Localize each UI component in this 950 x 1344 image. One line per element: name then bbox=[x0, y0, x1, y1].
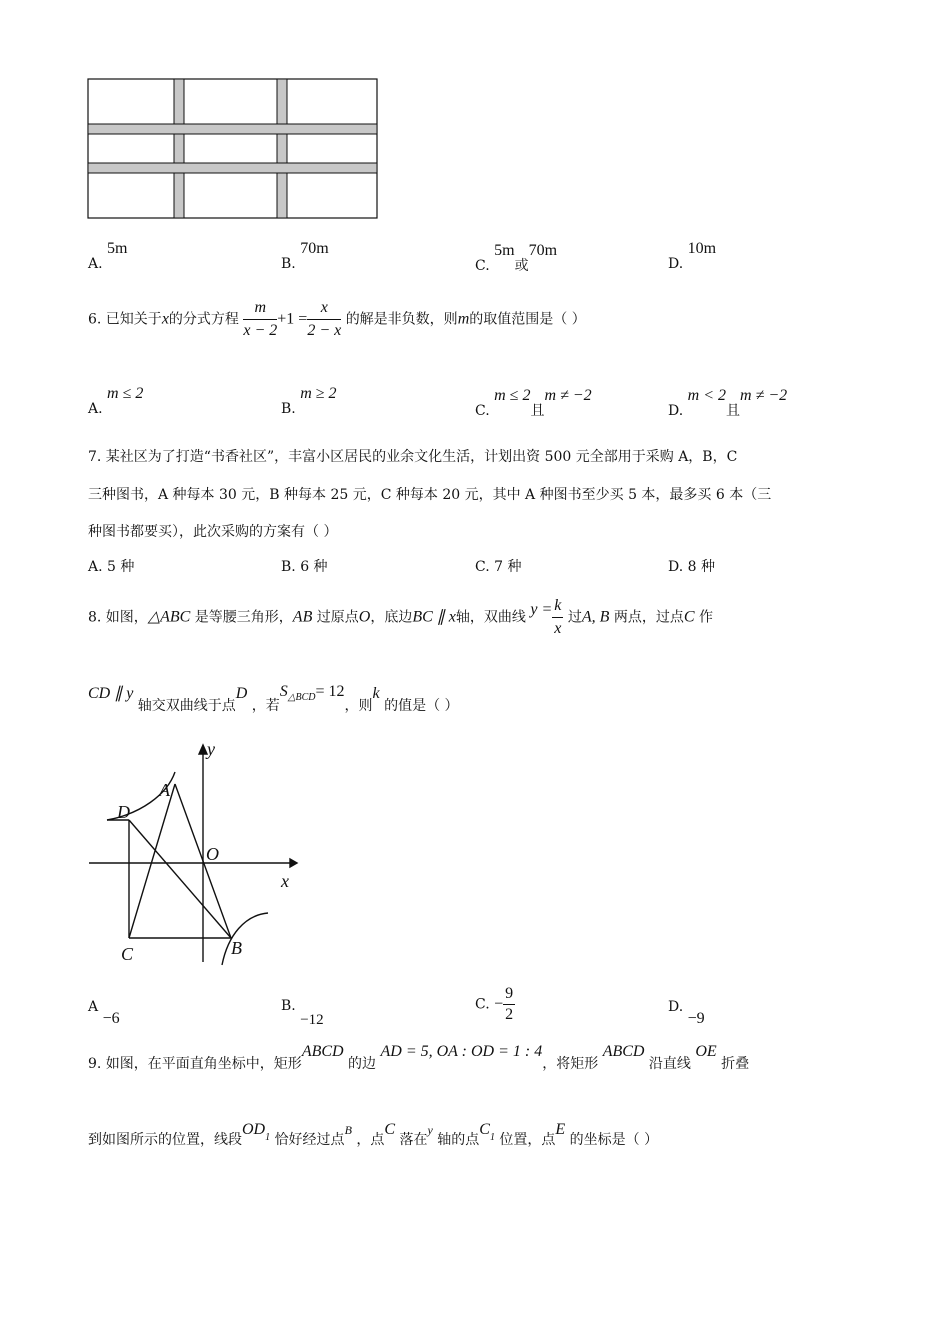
math: C bbox=[384, 1121, 396, 1138]
text: 沿直线 bbox=[648, 1056, 691, 1072]
option-value: 5m bbox=[107, 240, 128, 257]
math: BC ∥ x bbox=[412, 608, 456, 626]
hyperbola-triangle-figure bbox=[85, 740, 300, 970]
math: ABCD bbox=[301, 1043, 344, 1060]
denominator: 2 bbox=[505, 1006, 514, 1023]
subscript: 1 bbox=[489, 1132, 495, 1143]
option-value: 70m bbox=[300, 240, 329, 257]
operator: +1 = bbox=[277, 310, 308, 328]
q6-stem bbox=[88, 298, 586, 341]
label-c: C bbox=[121, 944, 134, 964]
subscript: △BCD bbox=[287, 692, 316, 703]
text: ，点 bbox=[356, 1132, 385, 1148]
text: 的值是（ ） bbox=[384, 698, 459, 714]
text: 轴，双曲线 bbox=[455, 609, 526, 626]
math: CD ∥ y bbox=[88, 685, 134, 702]
q6-option-b bbox=[281, 385, 337, 417]
math: AB bbox=[292, 608, 313, 626]
text: 两点，过点 bbox=[613, 609, 684, 626]
math: y = bbox=[530, 600, 553, 618]
math: C bbox=[683, 608, 695, 626]
option-value: −6 bbox=[102, 1010, 120, 1027]
text: 的解是非负数，则 bbox=[345, 311, 458, 328]
text: 9. 如图，在平面直角坐标中，矩形 bbox=[88, 1056, 302, 1072]
math: A, B bbox=[581, 608, 610, 626]
q6-option-c bbox=[475, 385, 592, 419]
option-label: A. bbox=[88, 401, 103, 417]
math: OD bbox=[242, 1121, 266, 1138]
text: ，则 bbox=[344, 698, 373, 714]
option-value: m ≤ 2 bbox=[494, 387, 531, 404]
text: ，底边 bbox=[370, 609, 413, 626]
option-conjunction: 且 bbox=[530, 403, 545, 419]
q8-option-a bbox=[88, 998, 120, 1027]
text: 是等腰三角形， bbox=[194, 609, 293, 626]
q6-option-a bbox=[88, 385, 144, 417]
math: OE bbox=[695, 1043, 717, 1060]
math: AD = 5, OA : OD = 1 : 4 bbox=[380, 1043, 543, 1060]
label-o: O bbox=[206, 844, 219, 864]
text: 落在 bbox=[399, 1132, 428, 1148]
math: B bbox=[344, 1123, 352, 1137]
q7-line-2: 三种图书，A 种每本 30 元，B 种每本 25 元，C 种每本 20 元，其中 A 种图书至少买 5 本，最多买 6 本（三 bbox=[88, 487, 772, 503]
q8-stem-line-2 bbox=[88, 683, 459, 714]
label-a: A bbox=[159, 780, 170, 800]
math: O bbox=[358, 608, 371, 626]
option-label: D. bbox=[668, 403, 684, 419]
fraction-1 bbox=[243, 298, 277, 341]
option-label: D. bbox=[668, 256, 684, 272]
text: 折叠 bbox=[721, 1056, 750, 1072]
math: C bbox=[479, 1121, 490, 1138]
q8-option-d bbox=[668, 998, 705, 1027]
denominator: x − 2 bbox=[243, 322, 278, 339]
math: △ABC bbox=[147, 608, 191, 626]
label-x: x bbox=[281, 871, 289, 891]
text: 作 bbox=[698, 609, 713, 626]
math: ABCD bbox=[602, 1043, 645, 1060]
option-label: A. bbox=[88, 256, 103, 272]
q7-option-c: C. 7 种 bbox=[475, 559, 522, 575]
numerator: k bbox=[552, 596, 563, 618]
option-label: B. bbox=[281, 256, 296, 272]
subscript: 1 bbox=[265, 1132, 271, 1143]
text: ，若 bbox=[251, 698, 280, 714]
option-value: 70m bbox=[528, 242, 558, 259]
q7-option-d: D. 8 种 bbox=[668, 559, 715, 575]
math: = 12 bbox=[315, 683, 345, 700]
numerator: m bbox=[243, 298, 277, 320]
var-m: m bbox=[457, 310, 470, 328]
option-value: 5m bbox=[494, 242, 515, 259]
q7-line-1: 7. 某社区为了打造“书香社区”，丰富小区居民的业余文化生活，计划出资 500 元全部用于采购 A，B，C bbox=[88, 449, 738, 465]
q7-line-3: 种图书都要买），此次采购的方案有（ ） bbox=[88, 524, 338, 540]
text: 位置，点 bbox=[499, 1132, 556, 1148]
q8-stem-line-1 bbox=[88, 596, 713, 639]
q8-option-b bbox=[281, 998, 324, 1028]
option-value: m ≠ −2 bbox=[740, 387, 788, 404]
text: 过 bbox=[567, 609, 582, 626]
q5-option-b bbox=[281, 240, 329, 272]
text: 的取值范围是（ ） bbox=[469, 311, 586, 328]
hyperbola-branch-lower bbox=[222, 913, 268, 965]
math: E bbox=[555, 1121, 566, 1138]
q7-option-a: A. 5 种 bbox=[88, 559, 135, 575]
option-label: C. bbox=[475, 996, 490, 1013]
label-b: B bbox=[231, 938, 242, 958]
option-label: D. bbox=[668, 999, 684, 1015]
q9-stem-line-1 bbox=[88, 1042, 750, 1072]
text: 轴交双曲线于点 bbox=[137, 698, 236, 714]
option-value: m < 2 bbox=[687, 387, 726, 404]
option-label: B. bbox=[281, 998, 296, 1014]
q8-option-c bbox=[475, 985, 515, 1024]
text: 的坐标是（ ） bbox=[569, 1132, 659, 1148]
label-d: D bbox=[117, 802, 130, 822]
text: ，将矩形 bbox=[542, 1056, 599, 1072]
x-axis-arrow-icon bbox=[290, 859, 297, 867]
option-label: C. bbox=[475, 403, 490, 419]
math: S bbox=[279, 683, 288, 700]
label-y: y bbox=[207, 740, 215, 759]
option-value: m ≥ 2 bbox=[300, 385, 337, 402]
option-label: C. bbox=[475, 258, 490, 274]
numerator: x bbox=[307, 298, 341, 320]
denominator: 2 − x bbox=[307, 322, 342, 339]
numerator: 9 bbox=[503, 985, 515, 1005]
option-value: m ≤ 2 bbox=[107, 385, 144, 402]
text: 的边 bbox=[348, 1056, 377, 1072]
text: 6. 已知关于 bbox=[88, 311, 162, 328]
road-grid-figure bbox=[87, 78, 379, 220]
q5-option-d bbox=[668, 240, 717, 272]
q7-option-b: B. 6 种 bbox=[281, 559, 328, 575]
fraction-k-over-x bbox=[552, 596, 563, 639]
option-value: 10m bbox=[687, 240, 717, 257]
var-x: x bbox=[161, 310, 169, 328]
option-label: B. bbox=[281, 401, 296, 417]
text: 轴的点 bbox=[437, 1132, 480, 1148]
q9-stem-line-2 bbox=[88, 1120, 659, 1148]
math: y bbox=[427, 1123, 433, 1137]
option-conjunction: 且 bbox=[726, 403, 740, 419]
text: 8. 如图， bbox=[88, 609, 148, 626]
q5-option-a bbox=[88, 240, 128, 272]
text: 过原点 bbox=[316, 609, 359, 626]
text: 的分式方程 bbox=[168, 311, 239, 328]
math: k bbox=[372, 685, 380, 702]
math: D bbox=[235, 685, 248, 702]
segment-ac bbox=[129, 784, 175, 938]
q6-option-d bbox=[668, 385, 788, 419]
text: 到如图所示的位置，线段 bbox=[88, 1132, 242, 1148]
option-value: −12 bbox=[300, 1012, 324, 1028]
y-axis-arrow-icon bbox=[199, 745, 207, 754]
q5-option-c bbox=[475, 240, 558, 274]
text: 恰好经过点 bbox=[274, 1132, 345, 1148]
fraction-2 bbox=[307, 298, 341, 341]
option-value: −9 bbox=[687, 1010, 705, 1027]
option-sign: − bbox=[494, 995, 504, 1013]
option-label: A bbox=[88, 999, 99, 1015]
option-conjunction: 或 bbox=[514, 258, 529, 274]
fraction-nine-halves bbox=[503, 985, 515, 1024]
segment-bd bbox=[129, 820, 231, 938]
denominator: x bbox=[554, 620, 562, 637]
option-value: m ≠ −2 bbox=[544, 387, 592, 404]
